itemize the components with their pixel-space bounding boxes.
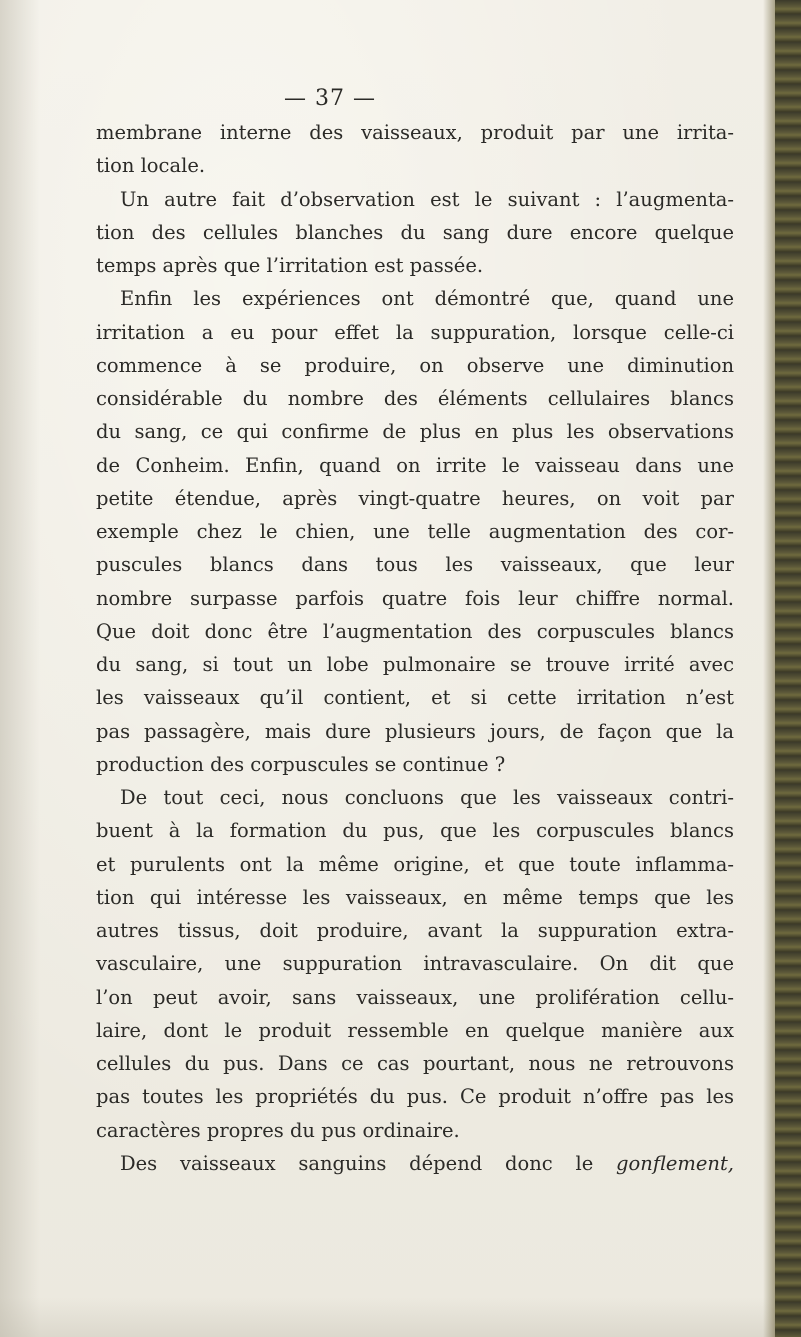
text-line-content: tion des cellules blanches du sang dure encore quelque	[96, 220, 734, 244]
text-line-content: tion locale.	[96, 154, 206, 178]
text-line	[96, 715, 734, 748]
text-line-content: Que doit donc être l’augmentation des corpuscules blancs	[96, 619, 734, 643]
text-line-content: exemple chez le chien, une telle augmentation des cor-	[96, 520, 734, 543]
body-text	[96, 116, 734, 1180]
text-line	[96, 615, 734, 648]
text-line	[96, 449, 734, 482]
page-bottom-shadow	[0, 1297, 801, 1337]
text-line-content: buent à la formation du pus, que les corpuscules blancs	[96, 819, 734, 843]
text-line	[96, 1080, 734, 1113]
text-line	[96, 316, 734, 349]
text-line-content: puscules blancs dans tous les vaisseaux, que leur	[96, 553, 734, 577]
text-line-content: de Conheim. Enfin, quand on irrite le vaisseau dans une	[96, 453, 734, 477]
text-line	[96, 582, 734, 615]
text-line	[96, 382, 734, 415]
text-line	[96, 482, 734, 515]
text-line-content: du sang, si tout un lobe pulmonaire se trouve irrité avec	[96, 653, 734, 676]
text-line-content: pas passagère, mais dure plusieurs jours, de façon que la	[96, 719, 734, 743]
text-line-content: pas toutes les propriétés du pus. Ce produit n’offre pas les	[96, 1085, 734, 1109]
text-line	[96, 781, 734, 814]
text-line-content: nombre surpasse parfois quatre fois leur chiffre normal.	[96, 586, 734, 610]
text-line	[96, 149, 734, 182]
text-line	[96, 282, 734, 315]
text-line-content: petite étendue, après vingt-quatre heures, on voit par	[96, 486, 734, 510]
text-line	[96, 1147, 734, 1180]
text-line-content: et purulents ont la même origine, et que toute inflamma-	[96, 852, 734, 876]
text-line-content: commence à se produire, on observe une diminution	[96, 353, 734, 377]
text-line-content: l’on peut avoir, sans vaisseaux, une prolifération cellu-	[96, 985, 734, 1009]
text-line	[96, 947, 734, 980]
text-line-content: De tout ceci, nous concluons que les vaisseaux contri-	[120, 786, 734, 809]
text-line	[96, 548, 734, 581]
text-line-content: les vaisseaux qu’il contient, et si cette irritation n’est	[96, 686, 734, 710]
text-line-content: membrane interne des vaisseaux, produit par une irrita-	[96, 121, 734, 144]
text-line-content: Des vaisseaux sanguins dépend donc le	[120, 1151, 617, 1175]
text-line	[96, 415, 734, 448]
text-line	[96, 1047, 734, 1080]
text-line-content: vasculaire, une suppuration intravasculaire. On dit que	[96, 952, 734, 976]
text-line	[96, 848, 734, 881]
text-line	[96, 681, 734, 714]
page-number: — 37 —	[284, 86, 376, 111]
binding-edge-shadow	[763, 0, 775, 1337]
text-line	[96, 648, 734, 681]
italic-term: gonflement,	[616, 1151, 734, 1175]
text-line	[96, 981, 734, 1014]
page-left-shadow	[0, 0, 40, 1337]
text-line	[96, 881, 734, 914]
text-line-content: Un autre fait d’observation est le suivant : l’augmenta-	[120, 187, 734, 211]
text-line	[96, 515, 734, 548]
text-line-content: considérable du nombre des éléments cellulaires blancs	[96, 387, 734, 410]
text-line-content: tion qui intéresse les vaisseaux, en même temps que les	[96, 885, 734, 909]
text-line-content: Enfin les expériences ont démontré que, quand une	[120, 287, 734, 311]
text-line-content: laire, dont le produit ressemble en quelque manière aux	[96, 1018, 734, 1042]
text-line	[96, 1114, 734, 1147]
text-line	[96, 216, 734, 249]
text-line	[96, 748, 734, 781]
text-line	[96, 183, 734, 216]
text-line-content: cellules du pus. Dans ce cas pourtant, nous ne retrouvons	[96, 1052, 734, 1075]
text-line	[96, 116, 734, 149]
text-line	[96, 814, 734, 847]
text-line-content: autres tissus, doit produire, avant la suppuration extra-	[96, 919, 734, 942]
text-line-content: temps après que l’irritation est passée.	[96, 254, 484, 277]
text-line-content: du sang, ce qui confirme de plus en plus les observations	[96, 420, 734, 444]
text-line-content: caractères propres du pus ordinaire.	[96, 1118, 460, 1142]
text-line	[96, 914, 734, 947]
text-line	[96, 349, 734, 382]
text-line-content: production des corpuscules se continue ?	[96, 752, 506, 776]
text-line	[96, 1014, 734, 1047]
text-line	[96, 249, 734, 282]
book-binding	[775, 0, 801, 1337]
text-line-content: irritation a eu pour effet la suppuration, lorsque celle-ci	[96, 320, 734, 344]
